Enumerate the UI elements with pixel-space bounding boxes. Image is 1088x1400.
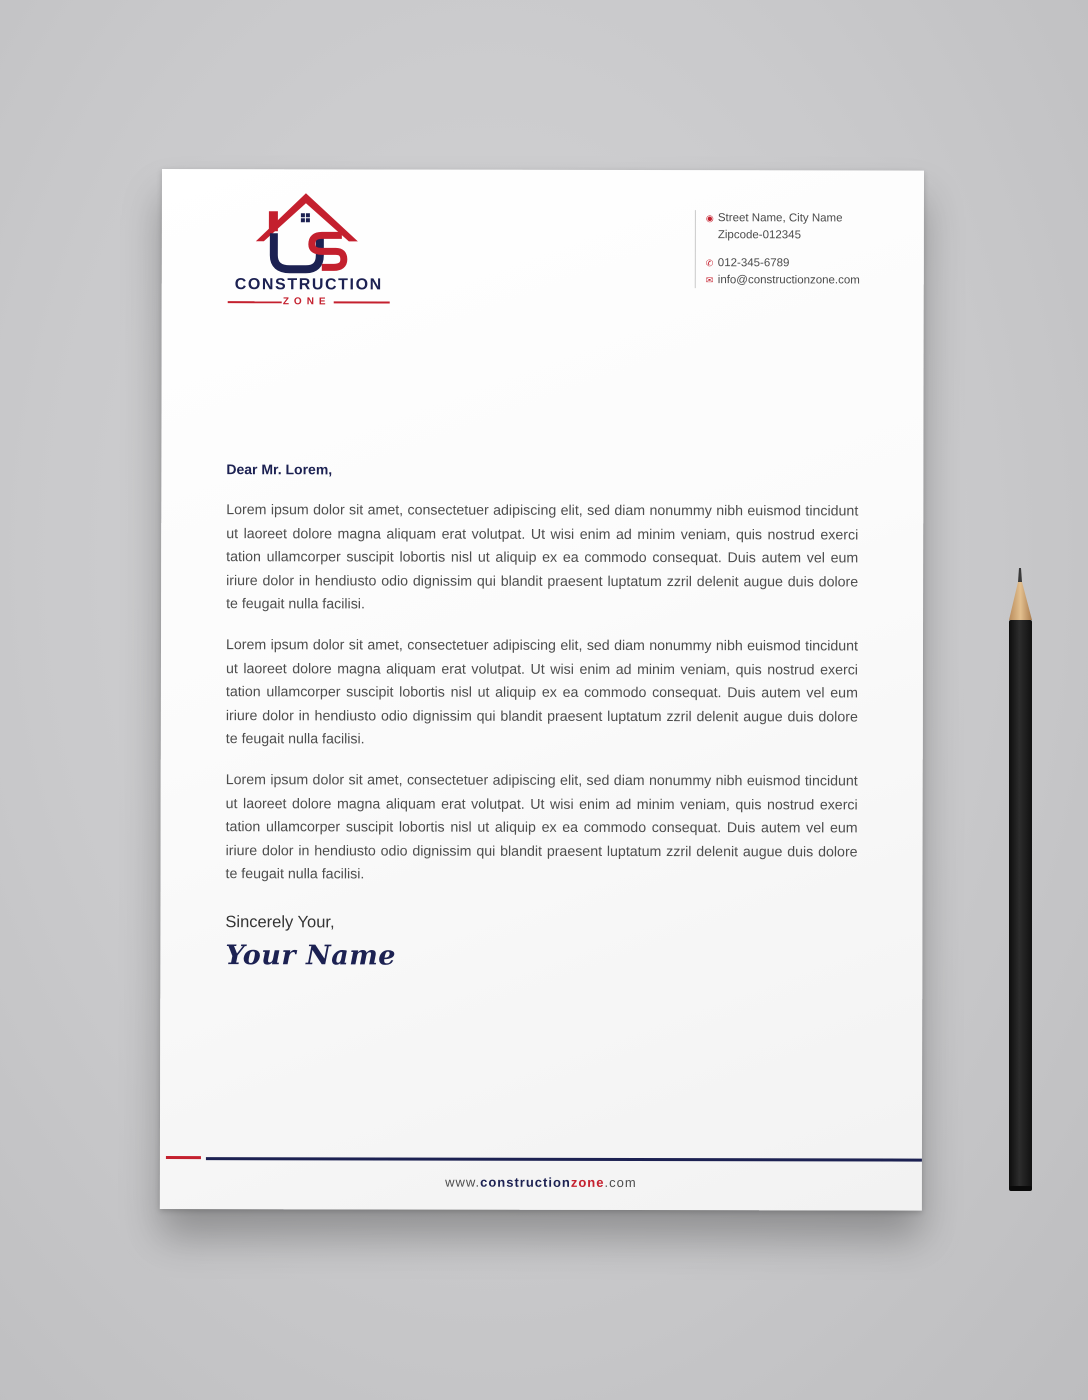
url-prefix: www.	[445, 1174, 481, 1190]
paragraph: Lorem ipsum dolor sit amet, consectetuer adipiscing elit, sed diam nonummy nibh euismod tincidunt ut laoreet dolore magna aliquam erat volutpat. Ut wisi enim ad minim veniam, quis nostrud exerci tation ullamcorper suscipit lobortis nisl ut aliquip ex ea commodo consequat. Duis autem vel eum iriure dolor in hendiusto odio dignissim qui blandit praesent luptatum zzril delenit augue duis dolore te feugait nulla facilisi.	[226, 502, 859, 613]
greeting: Dear Mr. Lorem,	[226, 461, 333, 478]
address-line1: Street Name, City Name	[717, 212, 843, 225]
logo-subword: ZONE	[282, 296, 331, 308]
phone-icon: ✆	[705, 258, 714, 269]
phone-number: 012-345-6789	[717, 257, 790, 270]
envelope-icon: ✉	[705, 275, 714, 286]
location-pin-icon: ◉	[705, 213, 714, 224]
house-us-logo-icon	[222, 189, 397, 279]
url-main: construction	[480, 1174, 571, 1190]
company-logo	[222, 189, 397, 309]
phone-row	[706, 255, 860, 272]
letterhead-paper	[160, 169, 924, 1211]
url-suffix: .com	[604, 1174, 637, 1190]
paragraph: Lorem ipsum dolor sit amet, consectetuer adipiscing elit, sed diam nonummy nibh euismod tincidunt ut laoreet dolore magna aliquam erat volutpat. Ut wisi enim ad minim veniam, quis nostrud exerci tation ullamcorper suscipit lobortis nisl ut aliquip ex ea commodo consequat. Duis autem vel eum iriure dolor in hendiusto odio dignissim qui blandit praesent luptatum zzril delenit augue duis dolore te feugait nulla facilisi.	[225, 637, 859, 748]
pencil-image	[1008, 568, 1036, 1193]
footer-rule	[206, 1157, 922, 1161]
logo-rule-right	[334, 301, 390, 303]
footer-website	[160, 1174, 922, 1191]
email-address: info@constructionzone.com	[717, 274, 860, 287]
paragraph: Lorem ipsum dolor sit amet, consectetuer adipiscing elit, sed diam nonummy nibh euismod tincidunt ut laoreet dolore magna aliquam erat volutpat. Ut wisi enim ad minim veniam, quis nostrud exerci tation ullamcorper suscipit lobortis nisl ut aliquip ex ea commodo consequat. Duis autem vel eum iriure dolor in hendiusto odio dignissim qui blandit praesent luptatum zzril delenit augue duis dolore te feugait nulla facilisi.	[225, 772, 858, 883]
letter-body	[225, 461, 858, 972]
url-accent: zone	[570, 1174, 605, 1190]
email-row	[706, 272, 860, 289]
address-row-2	[706, 227, 860, 244]
logo-wordmark: CONSTRUCTION	[234, 276, 383, 294]
signature: Your Name	[225, 940, 397, 972]
address-row	[706, 210, 860, 227]
address-line2: Zipcode-012345	[717, 229, 801, 242]
contact-block	[695, 210, 860, 288]
footer-accent-rule	[166, 1156, 201, 1159]
closing: Sincerely Your,	[225, 913, 335, 932]
